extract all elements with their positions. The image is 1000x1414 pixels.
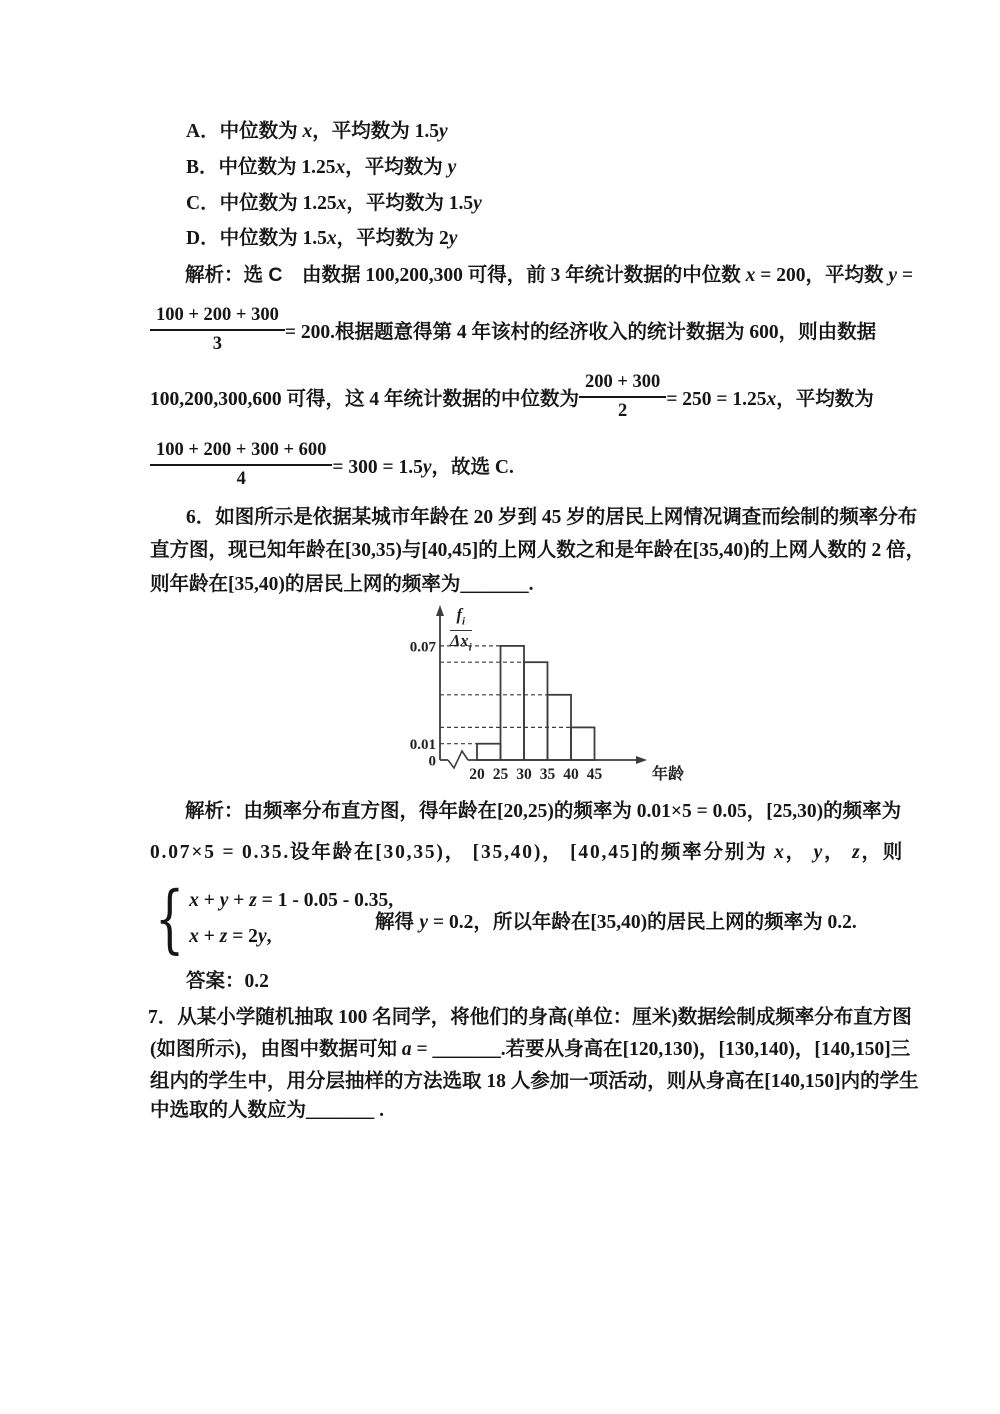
q6-answer-value: 0.2: [244, 971, 269, 992]
y-tick-label: 0.07: [409, 639, 436, 656]
y-tick-label: 0: [428, 753, 436, 770]
q5-solution-line-2: [150, 305, 876, 354]
q7-line-1: 7．从某小学随机抽取 100 名同学，将他们的身高(单位：厘米)数据绘制成频率分布直方图: [148, 1007, 912, 1028]
q6-solution-line-1: [185, 799, 901, 824]
x-axis-arrow-icon: [636, 756, 647, 764]
histogram-bar: [524, 662, 548, 760]
equation-2: x + z = 2y,: [189, 926, 272, 947]
q5-solution-text-3b: = 250 = 1.25x，平均数为: [666, 388, 874, 410]
q6-conclusion-line: [375, 910, 857, 935]
axis-break-icon: [448, 751, 468, 768]
fraction-mean-4yr: $\frac{100 + 200 + 300 + 600}{4}$: [150, 440, 332, 489]
equation-1: x + y + z = 1 - 0.05 - 0.35,: [189, 890, 394, 911]
y-axis-label-denominator: $\Delta x_i$: [450, 631, 472, 654]
q5-solution-text-4: = 300 = 1.5y，故选 C.: [332, 456, 514, 478]
q5-solution-text-2: = 200.根据题意得第 4 年该村的经济收入的统计数据为 600，则由数据: [284, 321, 877, 343]
q7-line-3: 组内的学生中，用分层抽样的方法选取 18 人参加一项活动，则从身高在[140,150]内的学生: [150, 1071, 919, 1092]
x-tick-label: 45: [586, 766, 603, 783]
system-brace: {: [154, 876, 185, 962]
frequency-histogram: [390, 602, 700, 798]
q5-solution-text-3a: 100,200,300,600 可得，这 4 年统计数据的中位数为: [150, 388, 580, 410]
x-tick-label: 30: [516, 766, 532, 783]
histogram-bar: [501, 646, 525, 760]
q6-answer-label: 答案：: [186, 970, 245, 992]
histogram-bar: [477, 744, 501, 760]
q6-conclusion-label: 解得: [375, 911, 420, 933]
q6-solution-label: 解析：: [185, 800, 244, 822]
fraction-sum-over-3: $\frac{100 + 200 + 300}{3}$: [150, 305, 285, 354]
frequency-histogram-svg: [390, 602, 700, 798]
q5-solution-line-1: [185, 263, 913, 288]
x-tick-label: 35: [539, 766, 556, 783]
y-tick-label: 0.01: [409, 737, 436, 754]
q6-answer-line: [186, 969, 269, 994]
q5-solution-text: 由数据 100,200,300 可得，前 3 年统计数据的中位数 x = 200，平均数 y =: [302, 265, 914, 286]
q6-equation-system: [146, 876, 394, 962]
q6-stem-line-2: 直方图，现已知年龄在[30,35)与[40,45]的上网人数之和是年龄在[35,40)的上网人数的 2 倍，: [150, 540, 926, 561]
y-axis-label-numerator: $f_i$: [450, 607, 472, 631]
option-d: D．中位数为 1.5x，平均数为 2y: [186, 228, 458, 249]
q6-conclusion-text: y = 0.2，所以年龄在[35,40)的居民上网的频率为 0.2.: [419, 912, 857, 933]
q5-solution-line-4: [150, 440, 514, 489]
q6-solution-text-1: 由频率分布直方图，得年龄在[20,25)的频率为 0.01×5 = 0.05，[25,30)的频率为: [243, 801, 902, 822]
q5-solution-label: 解析：选 C: [185, 264, 303, 286]
x-tick-label: 40: [563, 766, 579, 783]
q7-line-2: (如图所示)，由图中数据可知 a = _______.若要从身高在[120,130)，[130,140)，[140,150]三: [150, 1039, 911, 1060]
q7-line-4: 中选取的人数应为_______ .: [150, 1100, 385, 1121]
q6-stem-line-3: 则年龄在[35,40)的居民上网的频率为_______.: [150, 574, 534, 595]
x-tick-label: 25: [492, 766, 509, 783]
y-axis-label: [450, 607, 472, 654]
x-tick-label: 20: [469, 766, 485, 783]
fraction-median-4yr: $\frac{200 + 300}{2}$: [579, 372, 666, 421]
q6-stem-line-1: 6．如图所示是依据某城市年龄在 20 岁到 45 岁的居民上网情况调查而绘制的频率分布: [186, 507, 918, 528]
q5-solution-line-3: [150, 372, 874, 421]
x-axis-title: 年龄: [652, 766, 685, 783]
histogram-bar: [571, 727, 595, 760]
y-axis-arrow-icon: [436, 605, 444, 616]
option-b: B．中位数为 1.25x，平均数为 y: [186, 157, 457, 178]
option-a: A．中位数为 x，平均数为 1.5y: [186, 121, 448, 142]
option-c: C．中位数为 1.25x，平均数为 1.5y: [186, 193, 482, 214]
q6-solution-line-2: 0.07×5 = 0.35.设年龄在[30,35)， [35,40)， [40,45]的频率分别为 x， y， z，则: [150, 842, 905, 863]
